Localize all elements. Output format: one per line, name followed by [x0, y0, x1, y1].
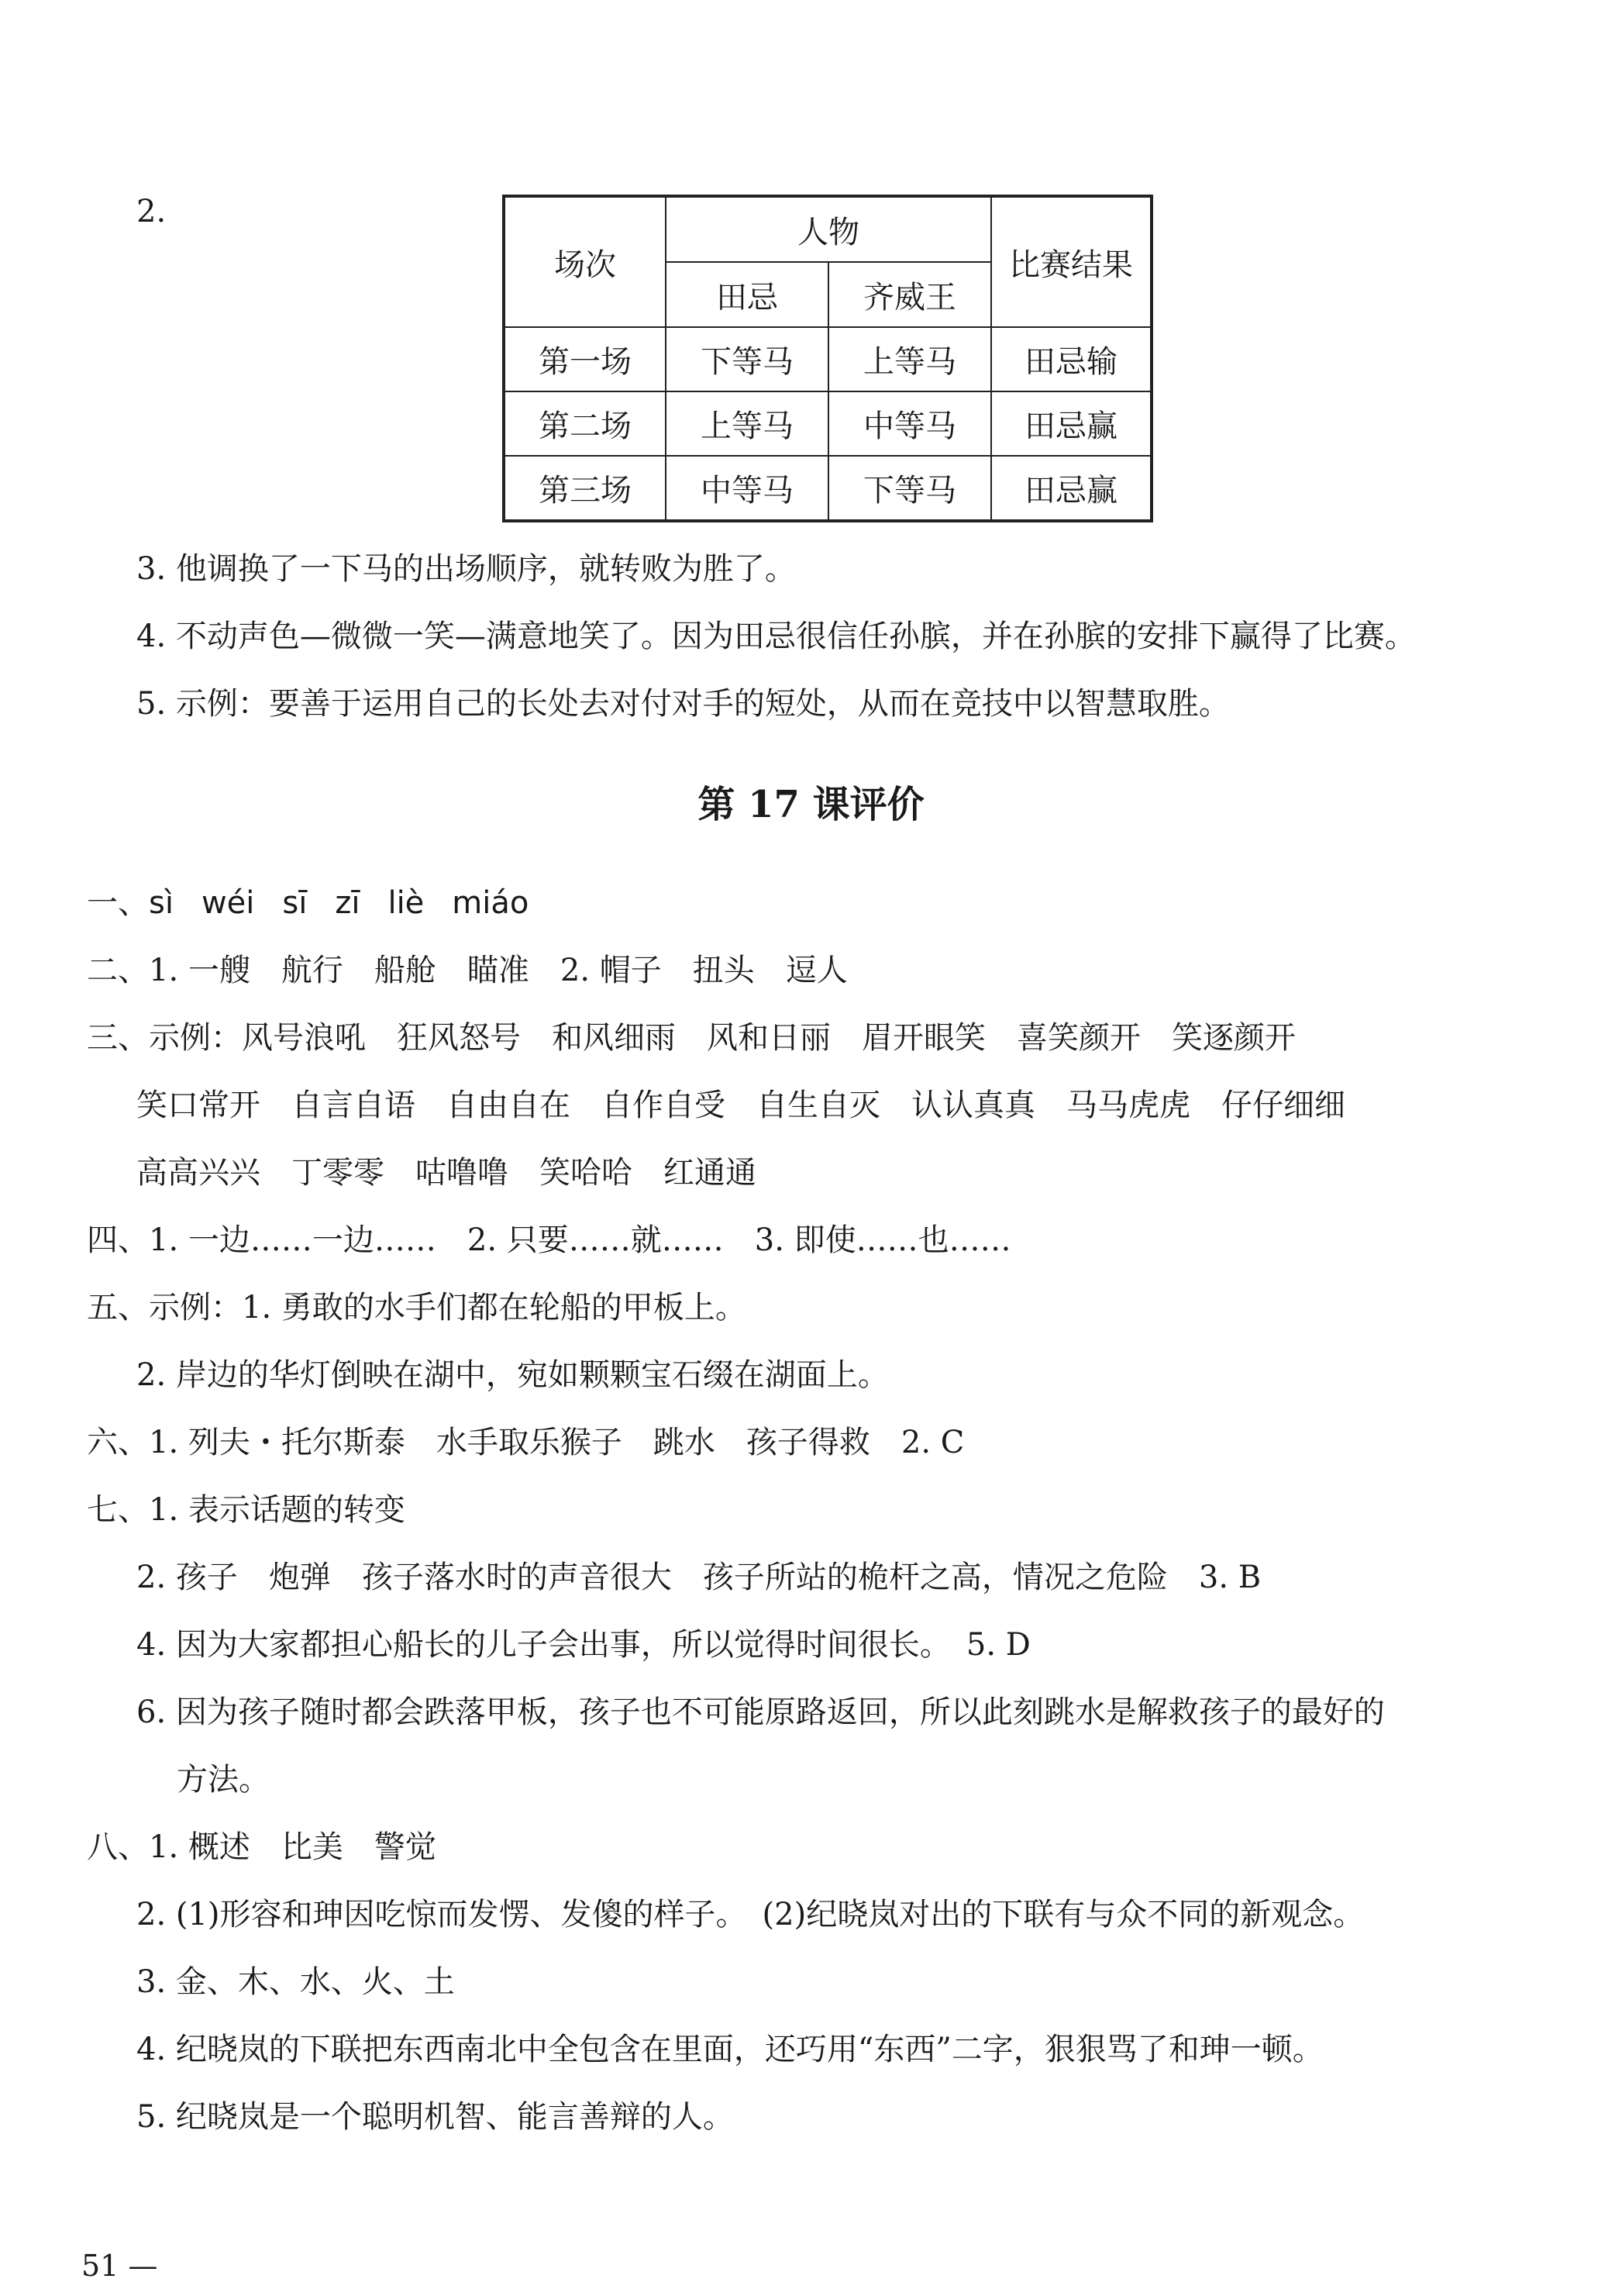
cell-tianji: 上等马: [666, 391, 828, 456]
section-2: 二、1. 一艘 航行 船舱 瞄准 2. 帽子 扭头 逗人: [87, 953, 848, 988]
horse-race-table: [502, 195, 1153, 522]
section-title: 第 17 课评价: [697, 783, 925, 826]
section-3-line-1: 三、示例：风号浪吼 狂风怒号 和风细雨 风和日丽 眉开眼笑 喜笑颜开 笑逐颜开: [87, 1020, 1296, 1056]
pinyin-answer: sì: [149, 885, 174, 921]
section-6: 六、1. 列夫・托尔斯泰 水手取乐猴子 跳水 孩子得救 2. C: [87, 1425, 965, 1460]
page-number: 51 —: [81, 2249, 158, 2283]
pinyin-answer: miáo: [452, 885, 529, 921]
pinyin-answer: zī: [335, 885, 360, 921]
section-3-line-3: 高高兴兴 丁零零 咕噜噜 笑哈哈 红通通: [136, 1155, 756, 1191]
pinyin-answer: sī: [282, 885, 308, 921]
cell-result: 田忌赢: [991, 456, 1152, 521]
pinyin-answer: liè: [387, 885, 425, 921]
cell-tianji: 下等马: [666, 327, 828, 391]
answer-3: 3. 他调换了一下马的出场顺序，就转败为胜了。: [136, 551, 796, 587]
section-8-line-2: 2. (1)形容和珅因吃惊而发愣、发傻的样子。 (2)纪晓岚对出的下联有与众不同的新观念。: [136, 1897, 1365, 1932]
section-8-line-3: 3. 金、木、水、火、土: [136, 1964, 455, 2000]
table-row: [504, 391, 1152, 456]
cell-scene: 第三场: [504, 456, 666, 521]
section-3-line-2: 笑口常开 自言自语 自由自在 自作自受 自生自灭 认认真真 马马虎虎 仔仔细细: [136, 1088, 1345, 1123]
section-5-line-1: 五、示例：1. 勇敢的水手们都在轮船的甲板上。: [87, 1290, 746, 1326]
section-7-line-4: 6. 因为孩子随时都会跌落甲板，孩子也不可能原路返回，所以此刻跳水是解救孩子的最好的: [136, 1694, 1385, 1730]
section-7-line-5: 方法。: [177, 1762, 270, 1798]
header-tianji: 田忌: [666, 262, 828, 327]
section-7-line-1: 七、1. 表示话题的转变: [87, 1492, 405, 1528]
cell-result: 田忌输: [991, 327, 1152, 391]
section-1-pinyin: [87, 884, 529, 922]
table-row: [504, 327, 1152, 391]
cell-scene: 第二场: [504, 391, 666, 456]
section-8-line-5: 5. 纪晓岚是一个聪明机智、能言善辩的人。: [136, 2099, 734, 2135]
header-result: 比赛结果: [991, 196, 1152, 327]
cell-king: 中等马: [828, 391, 991, 456]
answer-5: 5. 示例：要善于运用自己的长处去对付对手的短处，从而在竞技中以智慧取胜。: [136, 686, 1230, 722]
section-7-line-2: 2. 孩子 炮弹 孩子落水时的声音很大 孩子所站的桅杆之高，情况之危险 3. B: [136, 1560, 1262, 1595]
section-8-line-4: 4. 纪晓岚的下联把东西南北中全包含在里面，还巧用“东西”二字，狠狠骂了和珅一顿。: [136, 2032, 1324, 2067]
cell-king: 下等马: [828, 456, 991, 521]
section-8-line-1: 八、1. 概述 比美 警觉: [87, 1829, 436, 1865]
section-4: 四、1. 一边……一边…… 2. 只要……就…… 3. 即使……也……: [87, 1222, 1011, 1258]
section-1-label: 一、: [87, 885, 149, 921]
section-5-line-2: 2. 岸边的华灯倒映在湖中，宛如颗颗宝石缀在湖面上。: [136, 1357, 889, 1393]
cell-tianji: 中等马: [666, 456, 828, 521]
question-2-number: 2.: [136, 194, 167, 229]
header-king: 齐威王: [828, 262, 991, 327]
header-people: 人物: [666, 196, 991, 262]
cell-scene: 第一场: [504, 327, 666, 391]
pinyin-answer: wéi: [201, 885, 255, 921]
table-row: [504, 456, 1152, 521]
answer-4: 4. 不动声色—微微一笑—满意地笑了。因为田忌很信任孙膑，并在孙膑的安排下赢得了比赛。: [136, 619, 1416, 654]
cell-result: 田忌赢: [991, 391, 1152, 456]
cell-king: 上等马: [828, 327, 991, 391]
header-scene: 场次: [504, 196, 666, 327]
section-7-line-3: 4. 因为大家都担心船长的儿子会出事，所以觉得时间很长。 5. D: [136, 1627, 1031, 1663]
